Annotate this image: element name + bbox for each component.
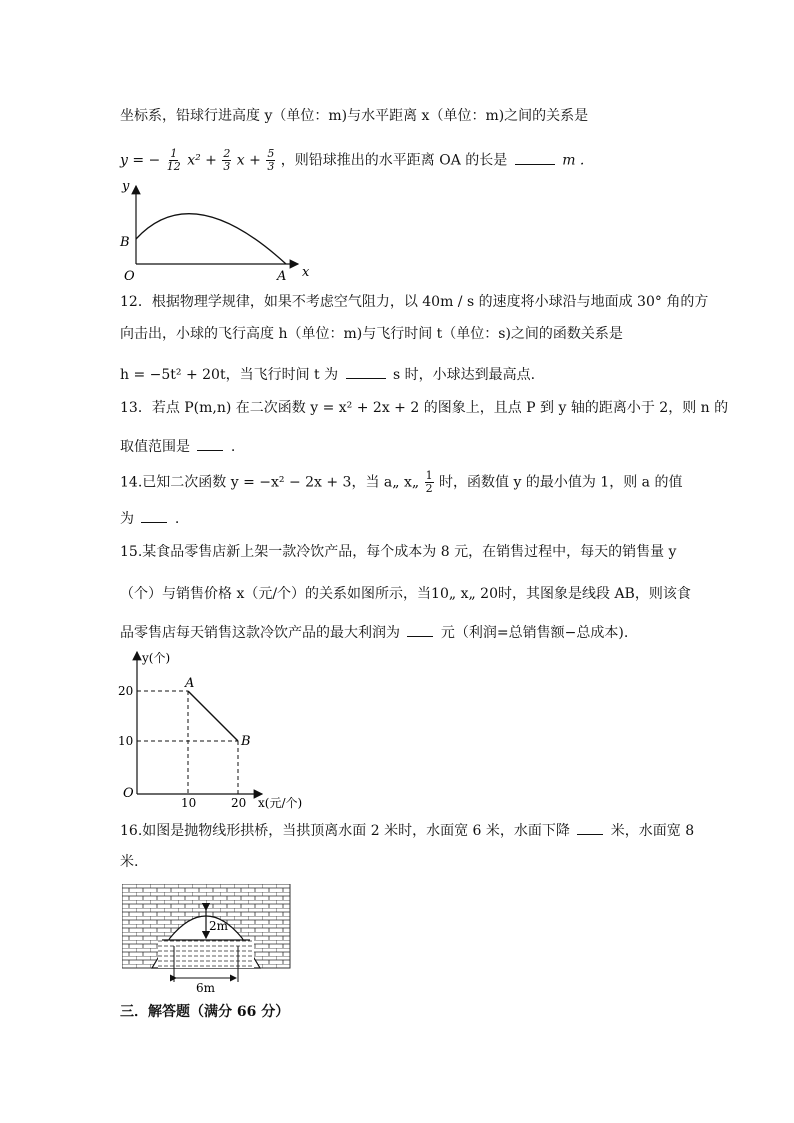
q15-line3 <box>120 622 628 643</box>
q14-line1 <box>120 470 682 495</box>
q13-line2 <box>120 436 235 457</box>
point-b-label: B <box>241 734 251 749</box>
q14-line2-b: . <box>174 511 180 527</box>
tick-y-10: 10 <box>118 734 134 748</box>
point-b-label: B <box>120 235 130 250</box>
trajectory-curve <box>136 214 286 264</box>
q12-line3-b: s 时，小球达到最高点. <box>393 367 536 383</box>
point-a-label: A <box>277 269 287 284</box>
formula-mid1: x² + <box>187 152 217 169</box>
q16-line2: 米. <box>120 854 139 870</box>
q15-line1: 15.某食品零售店新上架一款冷饮产品，每个成本为 8 元，在销售过程中，每天的销售量 y <box>120 544 677 560</box>
tick-x-10: 10 <box>181 796 197 810</box>
formula-prefix: y = − <box>120 152 161 169</box>
sales-figure <box>112 646 342 812</box>
water-region <box>158 940 254 968</box>
q12-line1: 12．根据物理学规律，如果不考虑空气阻力，以 40m / s 的速度将小球沿与地面成 30° 角的方 <box>120 294 709 310</box>
q15-line3-a: 品零售店每天销售这款冷饮产品的最大利润为 <box>120 625 400 641</box>
answer-blank-q16[interactable] <box>577 820 603 835</box>
answer-blank-q14[interactable] <box>141 508 167 523</box>
tick-y-20: 20 <box>118 684 134 698</box>
q16-line1-a: 16.如图是抛物线形拱桥，当拱顶离水面 2 米时，水面宽 6 米，水面下降 <box>120 823 570 839</box>
q14-line2-a: 为 <box>120 511 134 527</box>
fraction-1-2: $\frac{1}{2}$ <box>425 469 433 495</box>
q14-line1-a: 14.已知二次函数 y = −x² − 2x + 3，当 a„ x„ <box>120 474 420 491</box>
q15-line2: （个）与销售价格 x（元/个）的关系如图所示，当10„ x„ 20时，其图象是线段 AB，则该食 <box>120 586 691 602</box>
fraction-1-12: $\frac{1}{12}$ <box>166 147 181 173</box>
formula-tail: ，则铅球推出的水平距离 OA 的长是 <box>280 152 508 169</box>
q13-line1: 13．若点 P(m,n) 在二次函数 y = x² + 2x + 2 的图象上，且点 P 到 y 轴的距离小于 2，则 n 的 <box>120 400 729 416</box>
q16-line1 <box>120 820 694 841</box>
origin-label: O <box>123 786 134 801</box>
answer-blank-q13[interactable] <box>197 436 223 451</box>
q13-line2-a: 取值范围是 <box>120 439 190 455</box>
height-label: 2m <box>209 919 229 933</box>
q16-line1-b: 米，水面宽 8 <box>610 823 695 839</box>
q13-line2-b: . <box>230 439 236 455</box>
y-axis-label: y(个) <box>142 651 171 665</box>
section-3-heading: 三．解答题（满分 66 分） <box>120 1004 290 1020</box>
answer-blank-q15[interactable] <box>407 622 433 637</box>
point-a-label: A <box>185 676 195 691</box>
bridge-figure <box>122 884 292 992</box>
q14-line2 <box>120 508 179 529</box>
answer-blank-q12[interactable] <box>346 364 386 379</box>
x-axis-label: x <box>302 265 310 280</box>
fraction-2-3: $\frac{2}{3}$ <box>223 147 231 173</box>
q11-text-line1: 坐标系，铅球行进高度 y（单位：m)与水平距离 x（单位：m)之间的关系是 <box>120 108 589 124</box>
q12-line3 <box>120 364 535 385</box>
origin-label: O <box>124 269 135 284</box>
width-label: 6m <box>196 981 216 992</box>
q11-formula-line <box>120 148 584 173</box>
shotput-figure <box>112 176 322 284</box>
fraction-5-3: $\frac{5}{3}$ <box>267 147 275 173</box>
formula-mid2: x + <box>236 152 261 169</box>
q15-line3-b: 元（利润=总销售额−总成本). <box>440 625 629 641</box>
tick-x-20: 20 <box>231 796 247 810</box>
unit-label: m . <box>562 152 585 169</box>
q12-line2: 向击出，小球的飞行高度 h（单位：m)与飞行时间 t（单位：s)之间的函数关系是 <box>120 326 623 342</box>
y-axis-label: y <box>122 179 130 194</box>
segment-ab <box>188 691 238 741</box>
q14-line1-b: 时，函数值 y 的最小值为 1，则 a 的值 <box>439 474 683 491</box>
x-axis-label: x(元/个) <box>258 796 303 810</box>
answer-blank-oa[interactable] <box>515 150 555 165</box>
q12-line3-a: h = −5t² + 20t，当飞行时间 t 为 <box>120 367 339 383</box>
